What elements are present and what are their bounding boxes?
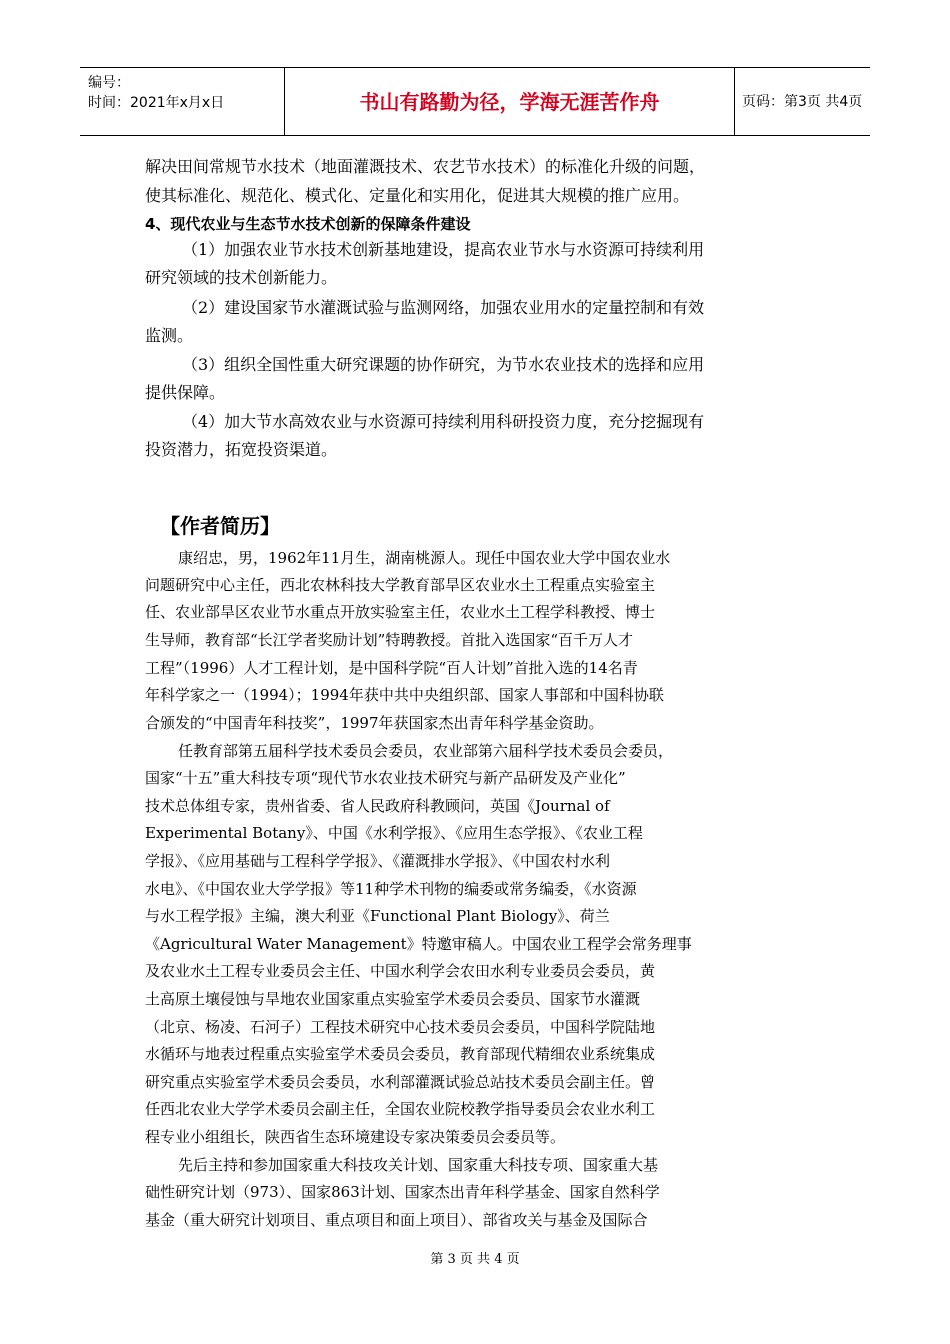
bio-line: Experimental Botany》、中国《水利学报》、《应用生态学报》、《农业工程 <box>145 824 643 842</box>
document-time: 时间：2021年x月x日 <box>88 95 225 111</box>
bio-line: 任、农业部旱区农业节水重点开放实验室主任，农业水土工程学科教授、博士 <box>145 603 656 621</box>
paragraph-line: 研究领域的技术创新能力。 <box>145 268 338 287</box>
page-footer: 第 3 页 共 4 页 <box>430 1252 520 1267</box>
bio-line: 任西北农业大学学术委员会副主任，全国农业院校教学指导委员会农业水利工 <box>145 1100 656 1118</box>
paragraph-line: 解决田间常规节水技术（地面灌溉技术、农艺节水技术）的标准化升级的问题， <box>145 157 706 176</box>
paragraph-line: 投资潜力，拓宽投资渠道。 <box>145 440 338 459</box>
bio-line: 及农业水土工程专业委员会主任、中国水利学会农田水利专业委员会委员，黄 <box>145 962 656 980</box>
subsection-heading: 4、现代农业与生态节水技术创新的保障条件建设 <box>145 215 471 233</box>
bio-line: 先后主持和参加国家重大科技攻关计划、国家重大科技专项、国家重大基 <box>178 1156 659 1174</box>
paragraph-line: （3）组织全国性重大研究课题的协作研究，为节水农业技术的选择和应用 <box>182 355 705 374</box>
bio-line: 《Agricultural Water Management》特邀审稿人。中国农业工程学会常务理事 <box>145 935 692 953</box>
bio-line: 技术总体组专家，贵州省委、省人民政府科教顾问，英国《Journal of <box>145 797 610 815</box>
bio-line: 合颁发的“中国青年科技奖”，1997年获国家杰出青年科学基金资助。 <box>145 714 604 732</box>
bio-line: 土高原土壤侵蚀与旱地农业国家重点实验室学术委员会委员、国家节水灌溉 <box>145 990 641 1008</box>
document-header <box>80 67 870 136</box>
header-divider <box>734 68 735 135</box>
paragraph-line: 监测。 <box>145 326 194 345</box>
bio-line: 研究重点实验室学术委员会委员，水利部灌溉试验总站技术委员会副主任。曾 <box>145 1073 656 1091</box>
bio-line: 问题研究中心主任，西北农林科技大学教育部旱区农业水土工程重点实验室主 <box>145 576 656 594</box>
header-motto: 书山有路勤为径，学海无涯苦作舟 <box>359 90 660 114</box>
bio-line: 程专业小组组长，陕西省生态环境建设专家决策委员会委员等。 <box>145 1128 566 1146</box>
bio-line: 基金（重大研究计划项目、重点项目和面上项目）、部省攻关与基金及国际合 <box>145 1211 648 1229</box>
section-title: 【作者简历】 <box>160 514 280 538</box>
bio-line: （北京、杨凌、石河子）工程技术研究中心技术委员会委员，中国科学院陆地 <box>145 1018 656 1036</box>
bio-line: 年科学家之一（1994）；1994年获中共中央组织部、国家人事部和中国科协联 <box>145 686 664 704</box>
bio-line: 与水工程学报》主编，澳大利亚《Functional Plant Biology》、荷兰 <box>145 907 610 925</box>
bio-line: 础性研究计划（973）、国家863计划、国家杰出青年科学基金、国家自然科学 <box>145 1183 660 1201</box>
paragraph-line: 提供保障。 <box>145 383 226 402</box>
paragraph-line: （4）加大节水高效农业与水资源可持续利用科研投资力度，充分挖掘现有 <box>182 412 705 431</box>
bio-line: 水电》、《中国农业大学学报》等11种学术刊物的编委或常务编委，《水资源 <box>145 880 637 898</box>
bio-line: 工程”（1996）人才工程计划，是中国科学院“百人计划”首批入选的14名青 <box>145 659 638 677</box>
paragraph-line: （2）建设国家节水灌溉试验与监测网络，加强农业用水的定量控制和有效 <box>182 298 705 317</box>
document-number: 编号： <box>88 75 130 91</box>
bio-line: 国家“十五”重大科技专项“现代节水农业技术研究与新产品研发及产业化” <box>145 769 626 787</box>
bio-line: 学报》、《应用基础与工程科学学报》、《灌溉排水学报》、《中国农村水利 <box>145 852 611 870</box>
paragraph-line: 使其标准化、规范化、模式化、定量化和实用化，促进其大规模的推广应用。 <box>145 186 690 205</box>
bio-line: 水循环与地表过程重点实验室学术委员会委员，教育部现代精细农业系统集成 <box>145 1045 656 1063</box>
bio-line: 康绍忠，男，1962年11月生，湖南桃源人。现任中国农业大学中国农业水 <box>178 549 671 567</box>
paragraph-line: （1）加强农业节水技术创新基地建设，提高农业节水与水资源可持续利用 <box>182 240 705 259</box>
bio-line: 任教育部第五届科学技术委员会委员，农业部第六届科学技术委员会委员， <box>178 742 674 760</box>
bio-line: 生导师，教育部“长江学者奖励计划”特聘教授。首批入选国家“百千万人才 <box>145 631 634 649</box>
header-meta <box>80 68 284 135</box>
header-page-number: 页码：第3页 共4页 <box>742 94 863 110</box>
